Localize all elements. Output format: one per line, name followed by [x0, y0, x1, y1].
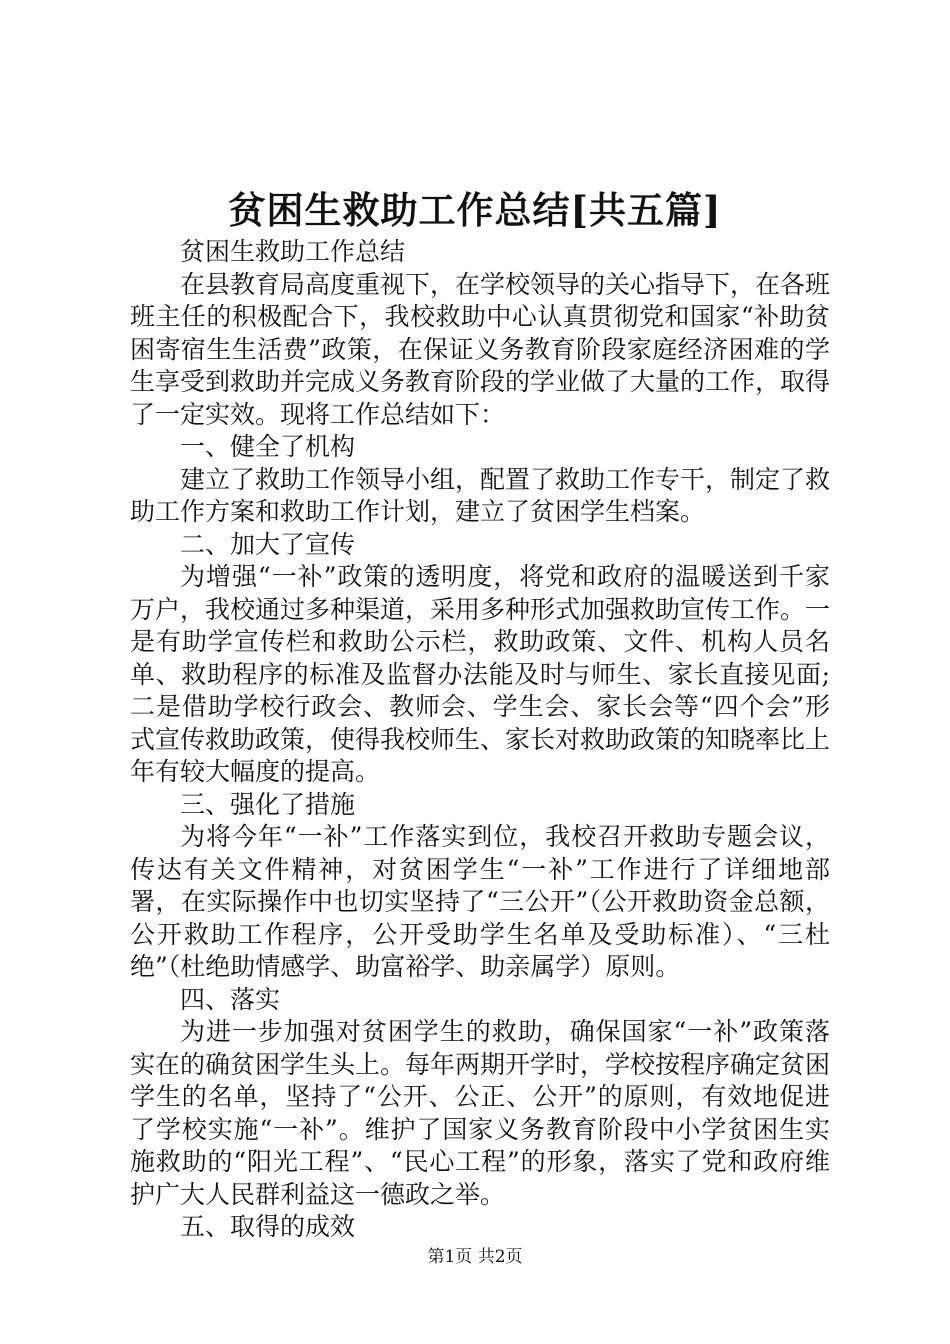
section-heading-1: 一、健全了机构	[180, 432, 356, 461]
document-title: 贫困生救助工作总结[共五篇]	[228, 188, 722, 232]
intro-paragraph: 在县教育局高度重视下，在学校领导的关心指导下，在各班班主任的积极配合下，我校救助中心认真贯彻党和国家“补助贫困寄宿生生活费”政策，在保证义务教育阶段家庭经济困难的学生享受到救助并完成义务教育阶段的学业做了大量的工作，取得了一定实效。现将工作总结如下：	[130, 269, 831, 429]
section-paragraph-1: 建立了救助工作领导小组，配置了救助工作专干，制定了救助工作方案和救助工作计划，建立了贫困学生档案。	[130, 464, 831, 526]
section-heading-2: 二、加大了宣传	[180, 529, 356, 559]
section-heading-3: 三、强化了措施	[180, 789, 356, 819]
section-heading-5: 五、取得的成效	[180, 1212, 356, 1241]
subtitle-paragraph: 贫困生救助工作总结	[180, 237, 406, 266]
document-body	[130, 236, 830, 1244]
section-heading-4: 四、落实	[180, 984, 281, 1014]
page-number-footer: 第1页 共2页	[427, 1247, 523, 1267]
section-paragraph-2: 为增强“一补”政策的透明度，将党和政府的温暖送到千家万户，我校通过多种渠道，采用多种形式加强救助宣传工作。一是有助学宣传栏和救助公示栏，救助政策、文件、机构人员名单、救助程序的标准及监督办法能及时与师生、家长直接见面;二是借助学校行政会、教师会、学生会、家长会等“四个会”形式宣传救助政策，使得我校师生、家长对救助政策的知晓率比上年有较大幅度的提高。	[130, 562, 831, 786]
section-paragraph-3: 为将今年“一补”工作落实到位，我校召开救助专题会议，传达有关文件精神，对贫困学生“一补”工作进行了详细地部署，在实际操作中也切实坚持了“三公开”（公开救助资金总额，公开救助工作程序，公开受助学生名单及受助标准）、“三杜绝”（杜绝助情感学、助富裕学、助亲属学）原则。	[130, 822, 830, 981]
section-paragraph-4: 为进一步加强对贫困学生的救助，确保国家“一补”政策落实在的确贫困学生头上。每年两期开学时，学校按程序确定贫困学生的名单，坚持了“公开、公正、公开”的原则，有效地促进了学校实施“一补”。维护了国家义务教育阶段中小学贫困生实施救助的“阳光工程”、“民心工程”的形象，落实了党和政府维护广大人民群利益这一德政之举。	[130, 1017, 831, 1209]
